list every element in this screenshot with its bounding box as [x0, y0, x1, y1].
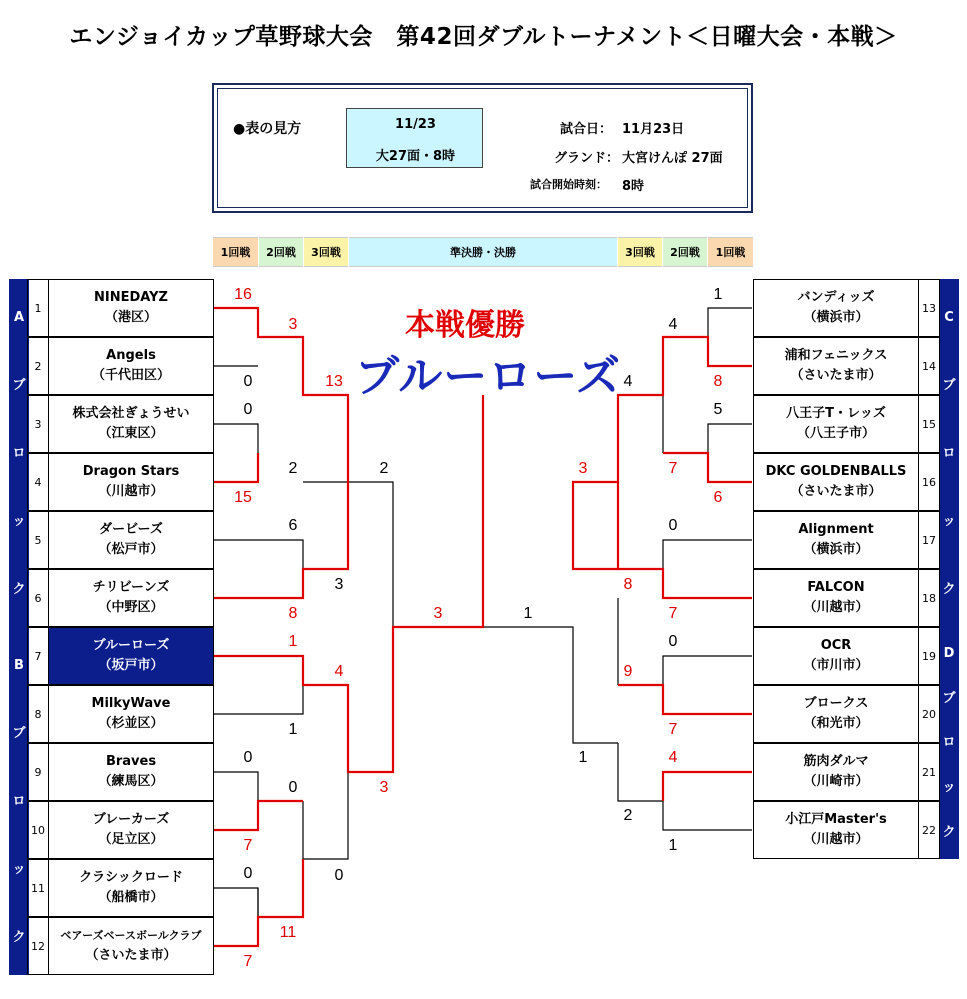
block-c-char: ッ — [942, 513, 956, 529]
seed-number: 3 — [27, 395, 49, 453]
seed-number: 22 — [918, 801, 940, 859]
team-area: （川越市） — [98, 484, 164, 499]
block-c-char: ロ — [942, 445, 956, 461]
seed-number: 11 — [27, 859, 49, 917]
team-area: （和光市） — [803, 716, 869, 731]
champion-label: 本戦優勝 — [405, 308, 525, 343]
block-b-char: ロ — [12, 793, 26, 809]
seed-number: 18 — [918, 569, 940, 627]
team-name: Braves — [105, 754, 157, 769]
score: 3 — [379, 779, 389, 796]
team-name: 浦和フェニックス — [784, 348, 888, 363]
team-area: （足立区） — [98, 832, 164, 847]
score: 0 — [243, 749, 253, 766]
team-name: ブロークス — [803, 696, 869, 711]
team-area: （川越市） — [803, 600, 869, 615]
team-name: Angels — [106, 348, 156, 363]
legend-sample-date: 11/23 — [395, 117, 436, 132]
team-area: （港区） — [104, 310, 157, 325]
team-name: MilkyWave — [91, 696, 171, 711]
score: 2 — [623, 807, 633, 824]
score: 0 — [668, 517, 678, 534]
seed-number: 13 — [918, 279, 940, 337]
header-round3-right: 3回戦 — [618, 237, 662, 267]
legend-ground-value: 大宮けんぽ 27面 — [622, 151, 723, 166]
score: 1 — [523, 605, 533, 622]
team-area: （さいたま市） — [790, 484, 882, 499]
seed-number: 10 — [27, 801, 49, 859]
seed-number: 6 — [27, 569, 49, 627]
score: 2 — [379, 460, 389, 477]
score: 11 — [279, 924, 297, 941]
team-area: （江東区） — [98, 426, 164, 441]
team-name: Dragon Stars — [82, 464, 180, 479]
score: 8 — [288, 605, 298, 622]
score: 7 — [668, 605, 678, 622]
score: 1 — [713, 286, 723, 303]
team-area: （市川市） — [803, 658, 869, 673]
seed-number: 12 — [27, 917, 49, 975]
legend-date-label: 試合日： — [560, 122, 613, 137]
score: 8 — [623, 576, 633, 593]
score: 0 — [243, 373, 253, 390]
seed-number: 1 — [27, 279, 49, 337]
score: 0 — [334, 867, 344, 884]
legend-start-value: 8時 — [622, 179, 645, 194]
team-area: （中野区） — [98, 600, 164, 615]
team-name: ベアーズベースボールクラブ — [60, 929, 202, 942]
legend-start-label: 試合開始時刻： — [530, 178, 607, 191]
block-b-char: ク — [12, 929, 26, 945]
team-area: （川越市） — [803, 832, 869, 847]
header-round2-right: 2回戦 — [663, 237, 707, 267]
header-final: 準決勝・決勝 — [349, 237, 617, 267]
team-area: （川崎市） — [803, 774, 869, 789]
team-name: ブレーカーズ — [92, 812, 170, 827]
team-area: （横浜市） — [803, 542, 869, 557]
score: 1 — [578, 749, 588, 766]
score: 3 — [334, 576, 344, 593]
team-area: （船橋市） — [98, 890, 164, 905]
team-area: （松戸市） — [98, 542, 164, 557]
score: 5 — [713, 401, 723, 418]
team-area: （さいたま市） — [790, 368, 882, 383]
score: 9 — [623, 663, 633, 680]
seed-number: 5 — [27, 511, 49, 569]
header-round3-left: 3回戦 — [304, 237, 348, 267]
team-name: 小江戸Master's — [785, 812, 887, 827]
team-area: （さいたま市） — [85, 948, 177, 963]
score: 1 — [288, 721, 298, 738]
block-b-char: ッ — [12, 861, 26, 877]
team-name: バンディッズ — [797, 290, 875, 305]
seed-number: 20 — [918, 685, 940, 743]
score: 0 — [288, 779, 298, 796]
team-name: FALCON — [807, 580, 865, 595]
score: 16 — [234, 286, 252, 303]
score: 8 — [713, 373, 723, 390]
score: 4 — [668, 749, 678, 766]
block-a-char: ブ — [12, 377, 26, 393]
seed-number: 21 — [918, 743, 940, 801]
seed-number: 14 — [918, 337, 940, 395]
team-area: （杉並区） — [98, 716, 164, 731]
seed-number: 16 — [918, 453, 940, 511]
header-round2-left: 2回戦 — [259, 237, 303, 267]
block-c-char: ブ — [942, 377, 956, 393]
block-d-char: ク — [942, 825, 956, 841]
team-area: （千代田区） — [91, 368, 170, 383]
team-name: クラシックロード — [79, 870, 183, 885]
score: 0 — [243, 401, 253, 418]
seed-number: 4 — [27, 453, 49, 511]
team-name: ブルーローズ — [92, 638, 170, 653]
team-name: チリビーンズ — [92, 580, 170, 595]
team-name: OCR — [820, 638, 852, 653]
seed-number: 19 — [918, 627, 940, 685]
score: 6 — [713, 489, 723, 506]
block-b-letter: B — [14, 657, 24, 673]
team-name: DKC GOLDENBALLS — [765, 464, 907, 479]
score: 7 — [668, 721, 678, 738]
block-c-char: ク — [942, 581, 956, 597]
legend-ground-label: グランド： — [554, 151, 620, 166]
header-round1-left: 1回戦 — [213, 237, 258, 267]
score: 3 — [433, 605, 443, 622]
score: 1 — [668, 837, 678, 854]
score: 1 — [288, 633, 298, 650]
team-area: （坂戸市） — [98, 658, 164, 673]
score: 15 — [234, 489, 252, 506]
team-name: NINEDAYZ — [94, 290, 168, 305]
team-name: 株式会社ぎょうせい — [72, 406, 190, 421]
legend-sample-ground: 大27面・8時 — [375, 149, 456, 164]
score: 4 — [623, 373, 633, 390]
score: 7 — [243, 837, 253, 854]
seed-number: 9 — [27, 743, 49, 801]
score: 0 — [243, 865, 253, 882]
seed-number: 8 — [27, 685, 49, 743]
team-area: （練馬区） — [98, 774, 164, 789]
score: 7 — [668, 460, 678, 477]
block-b-char: ブ — [12, 725, 26, 741]
team-area: （横浜市） — [803, 310, 869, 325]
score: 13 — [325, 373, 343, 390]
score: 4 — [334, 663, 344, 680]
team-name: ダービーズ — [99, 522, 163, 537]
team-area: （八王子市） — [796, 426, 875, 441]
score: 3 — [288, 316, 298, 333]
score: 7 — [243, 953, 253, 970]
champion-team: ブルーローズ — [355, 351, 622, 402]
block-d-char: ッ — [942, 780, 956, 796]
block-a-char: ロ — [12, 445, 26, 461]
team-name: Alignment — [798, 522, 874, 537]
legend-date-value: 11月23日 — [622, 122, 685, 137]
block-a-char: ッ — [12, 513, 26, 529]
team-name: 筋肉ダルマ — [803, 754, 869, 769]
score: 6 — [288, 517, 298, 534]
score: 0 — [668, 633, 678, 650]
seed-number: 7 — [27, 627, 49, 685]
legend-heading: ●表の見方 — [233, 121, 302, 137]
page-title: エンジョイカップ草野球大会 第42回ダブルトーナメント＜日曜大会・本戦＞ — [69, 24, 898, 50]
score: 4 — [668, 316, 678, 333]
block-c-letter: C — [944, 309, 954, 325]
block-d-char: ロ — [942, 735, 956, 751]
seed-number: 2 — [27, 337, 49, 395]
block-d-letter: D — [943, 645, 955, 661]
seed-number: 15 — [918, 395, 940, 453]
seed-number: 17 — [918, 511, 940, 569]
block-d-char: ブ — [942, 690, 956, 706]
team-name: 八王子T・レッズ — [786, 406, 886, 421]
score: 3 — [578, 460, 588, 477]
score: 2 — [288, 460, 298, 477]
block-a-char: ク — [12, 581, 26, 597]
block-a-letter: A — [13, 309, 25, 325]
header-round1-right: 1回戦 — [708, 237, 753, 267]
